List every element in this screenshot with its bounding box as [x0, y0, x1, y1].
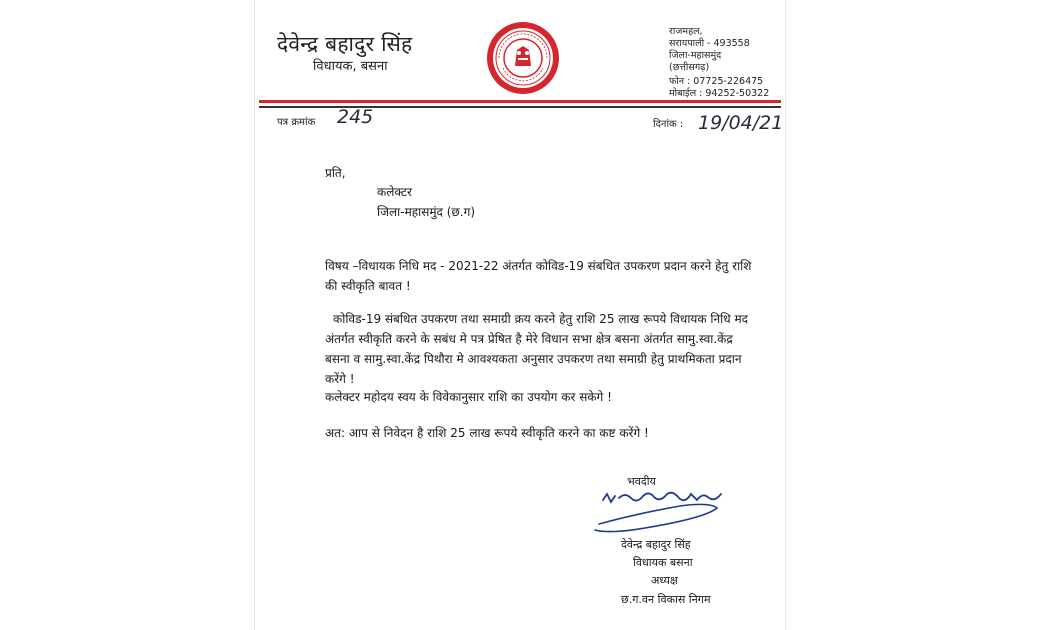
subject-line-2: की स्वीकृति बावत ! [325, 279, 411, 293]
sender-name: देवेन्द्र बहादुर सिंह [277, 32, 413, 56]
signatory-name: देवेन्द्र बहादुर सिंह [621, 538, 691, 551]
address-line: (छत्तीसगढ़) [669, 62, 710, 73]
date-value: 19/04/21 [698, 112, 784, 134]
address-line: सरायपाली - 493558 [669, 38, 750, 49]
header-divider-red [259, 100, 781, 103]
body-line: कलेक्टर महोदय स्वय के विवेकानुसार राशि का उपयोग कर सकेगे ! [325, 390, 612, 404]
signatory-post: अध्यक्ष [651, 574, 678, 587]
handwritten-signature [585, 484, 735, 538]
body-line: कोविड-19 संबधित उपकरण तथा समाग्री क्रय करने हेतु राशि 25 लाख रूपये विधायक निधि मद [333, 312, 749, 326]
address-line: जिला-महासमुंद [669, 50, 722, 61]
date-label: दिनांक : [653, 119, 684, 130]
letter-number-label: पत्र क्रमांक [277, 117, 316, 128]
mobile-line: मोबाईल : 94252-50322 [669, 88, 770, 99]
letter-page [255, 0, 785, 630]
recipient-title: कलेक्टर [377, 185, 412, 199]
recipient-place: जिला-महासमुंद (छ.ग) [377, 205, 476, 219]
sender-designation: विधायक, बसना [313, 59, 388, 74]
letter-number-value: 245 [337, 106, 374, 128]
body-line: अंतर्गत स्वीकृति करने के सबंध मे पत्र प्रेषित है मेरे विधान सभा क्षेत्र बसना अंतर्गत सामु.स्वा.केंद्र [325, 332, 733, 346]
signatory-organization: छ.ग.वन विकास निगम [621, 593, 711, 606]
phone-line: फोन : 07725-226475 [669, 76, 764, 87]
request-line: अत: आप से निवेदन है राशि 25 लाख रूपये स्वीकृति करने का कष्ट करेंगे ! [325, 426, 649, 440]
closing-text: भवदीय [627, 475, 656, 488]
body-line: करेंगे ! [325, 372, 355, 386]
emblem-seal [485, 20, 561, 96]
address-line: राजमहल, [669, 26, 703, 37]
recipient-salutation: प्रति, [325, 166, 346, 180]
subject-line-1: विषय –विधायक निधि मद - 2021-22 अंतर्गत कोविड-19 संबधित उपकरण प्रदान करने हेतु राशि [325, 259, 752, 273]
body-line: बसना व सामु.स्वा.केंद्र पिथौरा मे आवश्यकता अनुसार उपकरण तथा समाग्री हेतु प्राथमिकता प्रदान [325, 352, 742, 366]
signatory-designation: विधायक बसना [633, 556, 693, 569]
